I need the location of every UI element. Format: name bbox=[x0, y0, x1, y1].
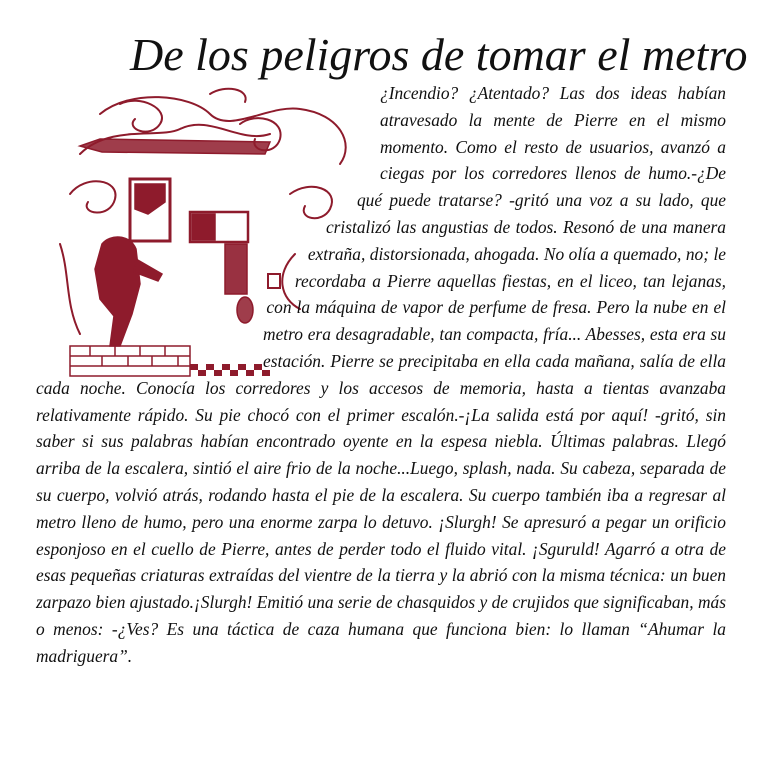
page-title: De los peligros de tomar el metro bbox=[130, 29, 748, 80]
article-paragraph: ¿Incendio? ¿Atentado? Las dos ideas habían atravesado la mente de Pierre en el mismo momento. Como el resto de usuarios, avanzó a ciegas por los corredores llenos de humo.-¿De qué puede tratarse? -gritó una voz a su lado, que cristalizó las angustias de todos. Resonó de una manera extraña, distorsionada, ahogada. No olía a quemado, no; le recordaba a Pierre aquellas fiestas, en el liceo, tan lejanas, con la máquina de vapor de perfume de fresa. Pero la nube en el metro era desagradable, tan compacta, fría... Abesses, esta era su estación. Pierre se precipitaba en ella cada mañana, salía de ella cada noche. Conocía los corredores y los accesos de memoria, hasta a tientas avanzaba relativamente rápido. Su pie chocó con el primer escalón.-¡La salida está por aquí! -gritó, sin saber si sus palabras habían encontrado oyente en la espesa niebla. Últimas palabras. Llegó arriba de la escalera, sintió el aire frio de la noche...Luego, splash, nada. Su cabeza, separada de su cuerpo, volvió atrás, rodando hasta el pie de la escalera. Su cuerpo también iba a regresar al metro lleno de humo, pero una enorme zarpa lo detuvo. ¡Slurgh! Se apresuró a pegar un orificio esponjoso en el cuello de Pierre, antes de perder todo el fluido vital. ¡Sguruld! Agarró a otra de esas pequeñas criaturas extraídas del vientre de la tierra y la abrió con la misma técnica: un buen zarpazo bien ajustado.¡Slurgh! Emitió una serie de chasquidos y de crujidos que significaban, más o menos: -¿Ves? Es una táctica de caza humana que funciona bien: lo llaman “Ahumar la madriguera”. bbox=[36, 83, 726, 666]
article-body bbox=[36, 80, 726, 670]
